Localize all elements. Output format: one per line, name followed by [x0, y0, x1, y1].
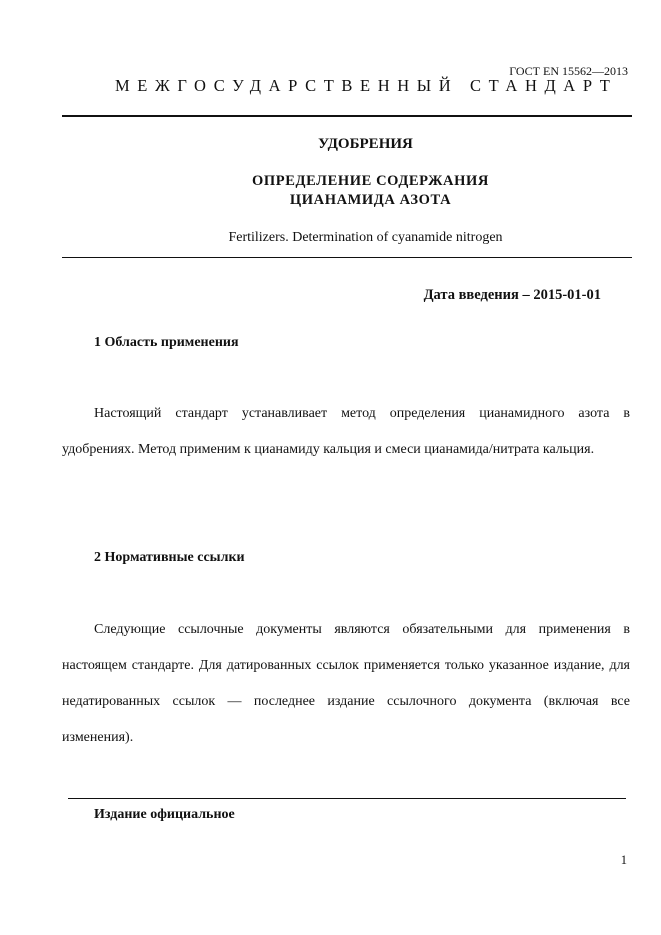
official-edition-label: Издание официальное — [94, 807, 235, 822]
section-text-scope: Настоящий стандарт устанавливает метод определения цианамидного азота в удобрениях. Метод применим к цианамиду кальция и смеси цианамида/нитрата кальция. — [62, 406, 630, 457]
interstate-standard-banner: МЕЖГОСУДАРСТВЕННЫЙ СТАНДАРТ — [115, 76, 618, 95]
section-heading-normative-references: 2 Нормативные ссылки — [94, 550, 245, 565]
english-title: Fertilizers. Determination of cyanamide nitrogen — [228, 230, 503, 245]
section-heading-scope: 1 Область применения — [94, 335, 239, 350]
introduction-date: Дата введения – 2015-01-01 — [423, 287, 601, 303]
header-divider — [62, 115, 632, 117]
standard-code: ГОСТ EN 15562—2013 — [509, 64, 628, 78]
footer-divider — [68, 798, 626, 799]
title-divider — [62, 257, 632, 258]
page-number: 1 — [620, 853, 627, 867]
section-text-normative-references: Следующие ссылочные документы являются обязательными для применения в настоящем стандарте. Для датированных ссылок применяется только указанное издание, для недатированных ссылок — последнее издание ссылочного документа (включая все изменения). — [62, 622, 630, 745]
document-subtitle-line-2: ЦИАНАМИДА АЗОТА — [289, 192, 452, 208]
document-title: УДОБРЕНИЯ — [318, 136, 413, 152]
document-subtitle-line-1: ОПРЕДЕЛЕНИЕ СОДЕРЖАНИЯ — [252, 173, 489, 189]
